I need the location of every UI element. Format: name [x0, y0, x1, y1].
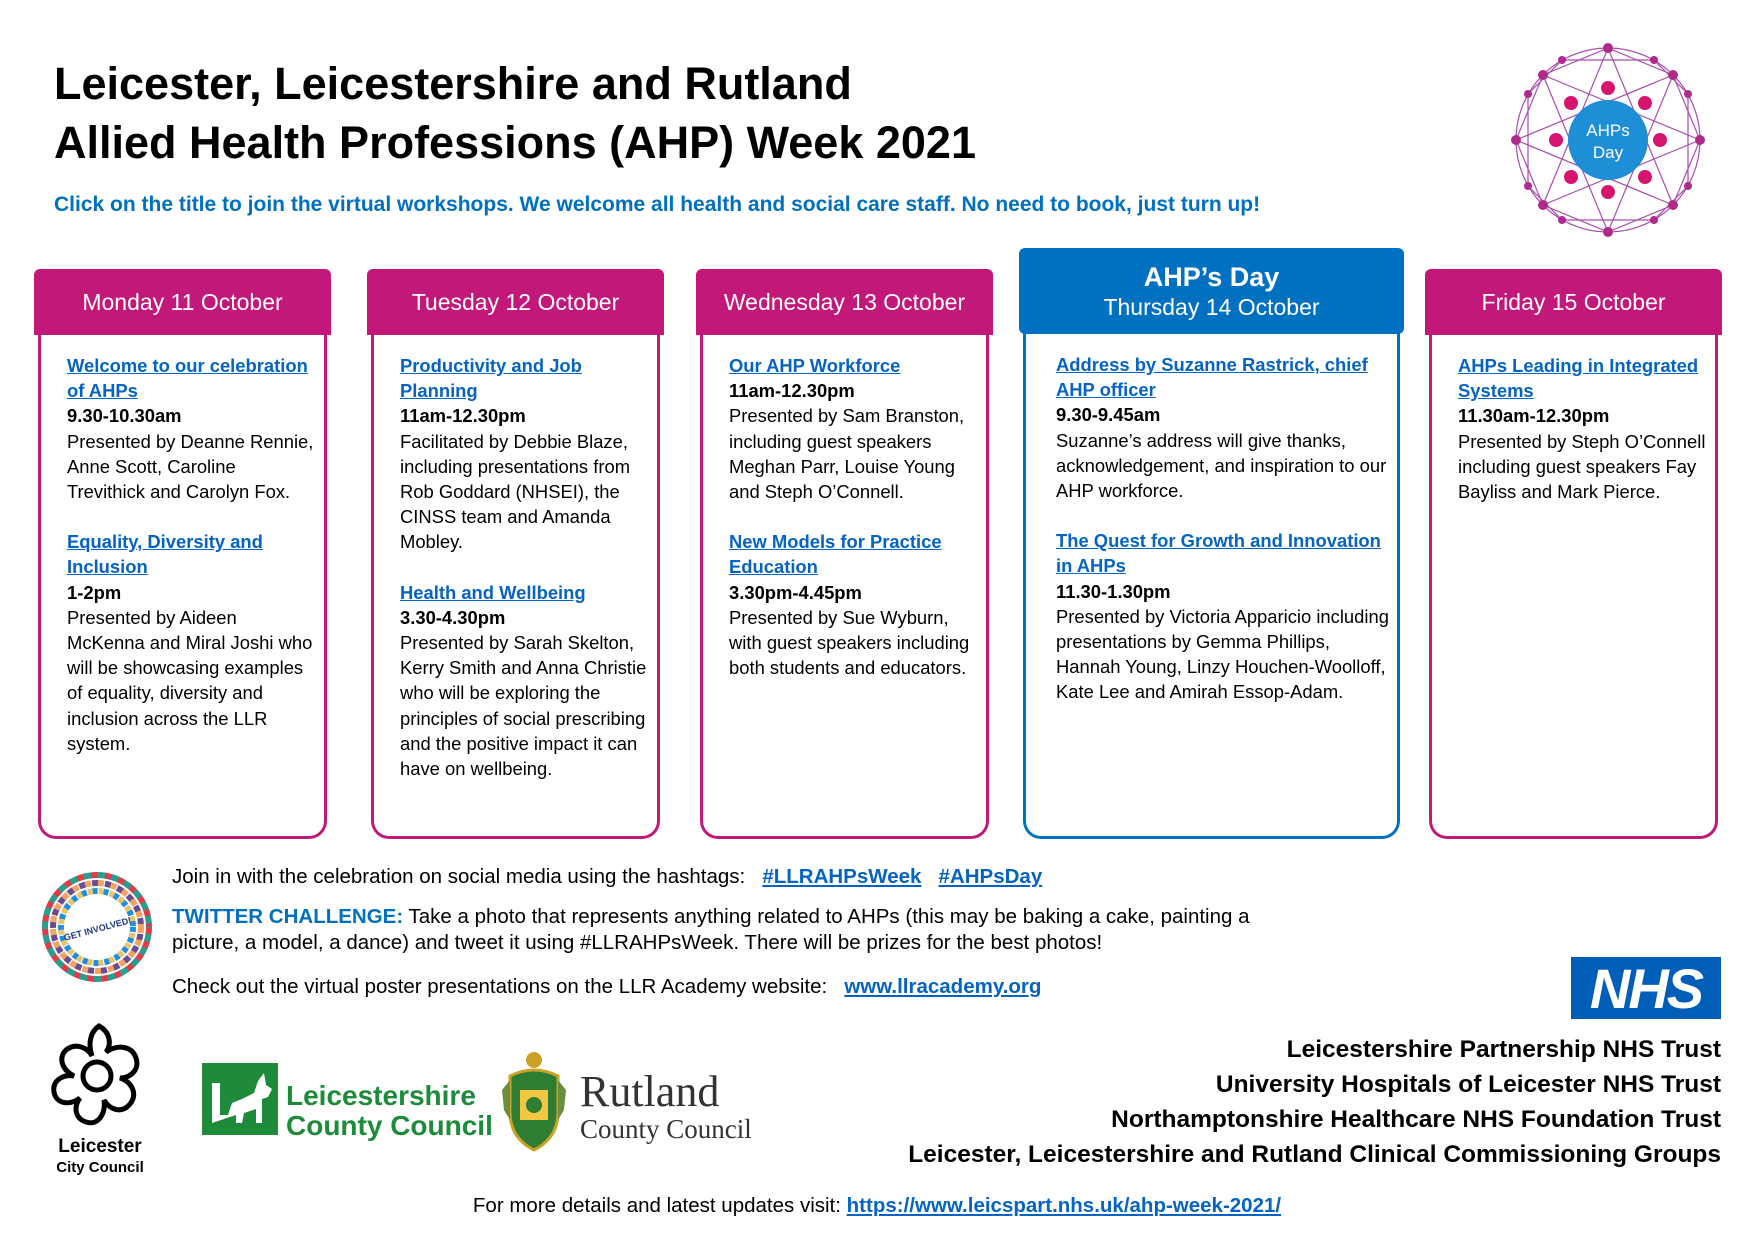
event-title-link[interactable]: Productivity and Job Planning	[400, 355, 582, 402]
event-description: Presented by Deanne Rennie, Anne Scott, Caroline Trevithick and Carolyn Fox.	[67, 430, 314, 503]
organisation-name: Leicestershire Partnership NHS Trust	[1286, 1036, 1721, 1063]
event-time: 11.30-1.30pm	[1056, 580, 1171, 602]
organisation-name: University Hospitals of Leicester NHS Trust	[1215, 1071, 1721, 1098]
event-description: Presented by Sam Branston, including guest speakers Meghan Parr, Louise Young and Steph O’Connell.	[729, 405, 965, 503]
get-involved-badge-icon	[36, 866, 158, 988]
day-card-wednesday	[696, 269, 993, 839]
event-time: 11.30am-12.30pm	[1458, 405, 1610, 427]
leicestershire-county-council-name	[286, 1081, 493, 1141]
event-description: Presented by Steph O’Connell including guest speakers Fay Bayliss and Mark Pierce.	[1458, 430, 1706, 503]
ahps-day-logo	[1508, 40, 1708, 240]
leicester-city-council-name	[40, 1136, 160, 1178]
ahps-day-heading: AHP’s Day	[1143, 262, 1280, 292]
event	[729, 353, 979, 504]
poster-text: Check out the virtual poster presentations on the LLR Academy website:	[172, 975, 828, 998]
footer-link[interactable]: https://www.leicspart.nhs.uk/ahp-week-2021/	[846, 1194, 1282, 1217]
twitter-challenge-text-2: picture, a model, a dance) and tweet it using #LLRAHPsWeek. There will be prizes for the best photos!	[172, 931, 1103, 954]
event	[67, 353, 317, 504]
leicester-city-text-1: Leicester	[58, 1136, 142, 1157]
event-description: Suzanne’s address will give thanks, acknowledgement, and inspiration to our AHP workforce.	[1056, 429, 1387, 502]
day-card-tuesday	[367, 269, 664, 839]
rutland-text-2: County Council	[580, 1114, 752, 1144]
page-title-line2: Allied Health Professions (AHP) Week 2021	[54, 117, 976, 168]
twitter-challenge	[172, 904, 1402, 956]
event-description: Presented by Sarah Skelton, Kerry Smith and Anna Christie who will be exploring the principles of social prescribing and the positive impact it can have on wellbeing.	[400, 632, 647, 780]
day-header: Tuesday 12 October	[367, 269, 664, 335]
event	[400, 580, 650, 782]
event-time: 9.30-10.30am	[67, 405, 182, 427]
event	[1056, 528, 1390, 704]
day-card-friday	[1425, 269, 1722, 839]
page-title-line1: Leicester, Leicestershire and Rutland	[54, 58, 852, 109]
event-description: Presented by Victoria Apparicio including presentations by Gemma Phillips, Hannah Young, Linzy Houchen-Woolloff, Kate Lee and Amirah Essop-Adam.	[1056, 605, 1389, 703]
leicestershire-fox-logo	[202, 1063, 278, 1135]
day-header	[1019, 248, 1404, 334]
llr-academy-link[interactable]: www.llracademy.org	[844, 975, 1042, 998]
day-events	[1458, 353, 1708, 529]
event-title-link[interactable]: Equality, Diversity and Inclusion	[67, 531, 263, 578]
event-title-link[interactable]: The Quest for Growth and Innovation in AHPs	[1056, 530, 1381, 577]
organisation-name: Northamptonshire Healthcare NHS Foundation Trust	[1111, 1106, 1721, 1133]
event-description: Facilitated by Debbie Blaze, including presentations from Rob Goddard (NHSEI), the CINSS team and Amanda Mobley.	[400, 430, 631, 553]
leics-county-text-2: County Council	[286, 1110, 493, 1141]
event-title-link[interactable]: Welcome to our celebration of AHPs	[67, 355, 308, 402]
event	[1458, 353, 1708, 504]
svg-text:GET INVOLVED!: GET INVOLVED!	[62, 915, 133, 943]
event-time: 11am-12.30pm	[400, 405, 526, 427]
event-description: Presented by Sue Wyburn, with guest speakers including both students and educators.	[729, 606, 970, 679]
event-title-link[interactable]: New Models for Practice Education	[729, 531, 942, 578]
organisation-name: Leicester, Leicestershire and Rutland Clinical Commissioning Groups	[908, 1141, 1721, 1168]
social-join-line	[172, 864, 1042, 890]
event-description: Presented by Aideen McKenna and Miral Joshi who will be showcasing examples of equality, diversity and inclusion across the LLR system.	[67, 606, 313, 754]
page-subtitle: Click on the title to join the virtual workshops. We welcome all health and social care staff. No need to book, just turn up!	[54, 193, 1261, 216]
leicester-city-council-logo	[40, 1022, 158, 1134]
svg-text:AHPs: AHPs	[1586, 121, 1630, 140]
event-title-link[interactable]: Address by Suzanne Rastrick, chief AHP officer	[1056, 354, 1368, 401]
day-header: Wednesday 13 October	[696, 269, 993, 335]
poster-line	[172, 974, 1041, 1000]
event-title-link[interactable]: Health and Wellbeing	[400, 581, 586, 603]
event-time: 11am-12.30pm	[729, 380, 855, 402]
leics-county-text-1: Leicestershire	[286, 1080, 476, 1111]
day-card-thursday	[1019, 248, 1404, 839]
event-time: 3.30pm-4.45pm	[729, 581, 862, 603]
event	[67, 529, 317, 756]
footer-text: For more details and latest updates visit:	[472, 1194, 841, 1217]
hashtag-ahpsday[interactable]: #AHPsDay	[938, 865, 1043, 888]
event-title-link[interactable]: Our AHP Workforce	[729, 355, 901, 376]
nhs-logo: NHS	[1571, 957, 1721, 1019]
day-events	[1056, 352, 1390, 730]
event	[1056, 352, 1390, 503]
day-card-monday	[34, 269, 331, 839]
event-time: 9.30-9.45am	[1056, 404, 1161, 426]
twitter-challenge-text-1: Take a photo that represents anything related to AHPs (this may be baking a cake, painting a	[408, 905, 1250, 928]
leicester-city-text-2: City Council	[56, 1159, 144, 1176]
event-title-link[interactable]: AHPs Leading in Integrated Systems	[1458, 355, 1699, 402]
day-date: Thursday 14 October	[1103, 294, 1320, 320]
social-join-text: Join in with the celebration on social media using the hashtags:	[172, 865, 746, 888]
event-time: 1-2pm	[67, 581, 122, 603]
hashtag-llrahpsweek[interactable]: #LLRAHPsWeek	[762, 865, 922, 888]
day-header: Friday 15 October	[1425, 269, 1722, 335]
event	[400, 353, 650, 555]
svg-text:Day: Day	[1592, 143, 1624, 162]
rutland-text-1: Rutland	[580, 1067, 720, 1116]
day-events	[400, 353, 650, 806]
twitter-challenge-label: TWITTER CHALLENGE:	[172, 905, 404, 928]
rutland-county-council-name	[580, 1067, 752, 1144]
day-header: Monday 11 October	[34, 269, 331, 335]
event-time: 3.30-4.30pm	[400, 606, 506, 628]
event	[729, 529, 979, 680]
rutland-crest-logo	[500, 1050, 568, 1154]
footer	[0, 1194, 1754, 1218]
day-events	[729, 353, 979, 705]
day-events	[67, 353, 317, 781]
